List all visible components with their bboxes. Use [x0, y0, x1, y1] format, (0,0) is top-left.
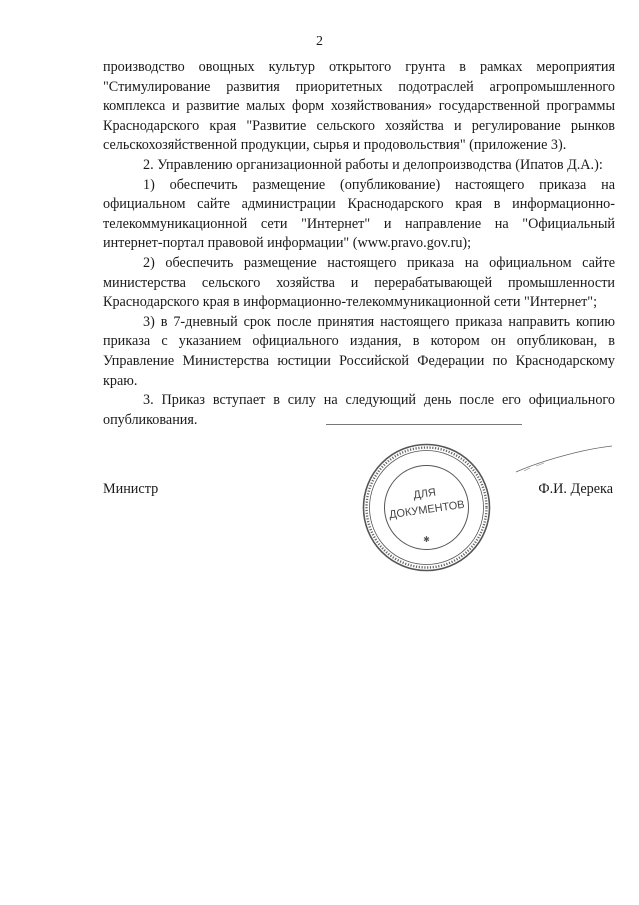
signer-position: Министр [103, 481, 159, 497]
document-body [103, 58, 615, 430]
paragraph-item-3: 3. Приказ вступает в силу на следующий день после его официального опубликования. [103, 392, 615, 428]
signer-name: Ф.И. Дерека [538, 481, 613, 497]
paragraph-continuation: производство овощных культур открытого грунта в рамках мероприятия "Стимулирование развития приоритетных подотраслей агропромышленного комплекса и развитие малых форм хозяйствования» государственной программы Краснодарского края "Развитие сельского хозяйства и регулирование рынков сельскохозяйственной продукции, сырья и продовольствия" (приложение 3). [103, 59, 615, 154]
paragraph-item-2: 2. Управлению организационной работы и делопроизводства (Ипатов Д.А.): [143, 156, 603, 173]
official-stamp [360, 441, 493, 574]
stamp-label-bottom: ДОКУМЕНТОВ [388, 498, 466, 522]
signature-scribble [514, 444, 614, 474]
stamp-label-top: ДЛЯ [412, 486, 437, 502]
paragraph-subitem-2: 2) обеспечить размещение настоящего приказа на официальном сайте министерства сельского хозяйства и перерабатывающей промышленности Краснодарского края в информационно-телекоммуникационной сети "Интернет"; [103, 254, 615, 311]
paragraph-subitem-3: 3) в 7-дневный срок после принятия настоящего приказа направить копию приказа с указанием официального издания, в котором он опубликован, в Управление Министерства юстиции Российской Федерации по Краснодарскому краю. [103, 313, 615, 389]
separator-line [326, 424, 522, 425]
svg-text:✱: ✱ [423, 535, 430, 544]
paragraph-subitem-1: 1) обеспечить размещение (опубликование) настоящего приказа на официальном сайте администрации Краснодарского края в информационно-телекоммуникационной сети "Интернет" и направление на "Официальный интернет-портал правовой информации" (www.pravo.gov.ru); [103, 176, 615, 252]
page-number: 2 [316, 34, 323, 49]
